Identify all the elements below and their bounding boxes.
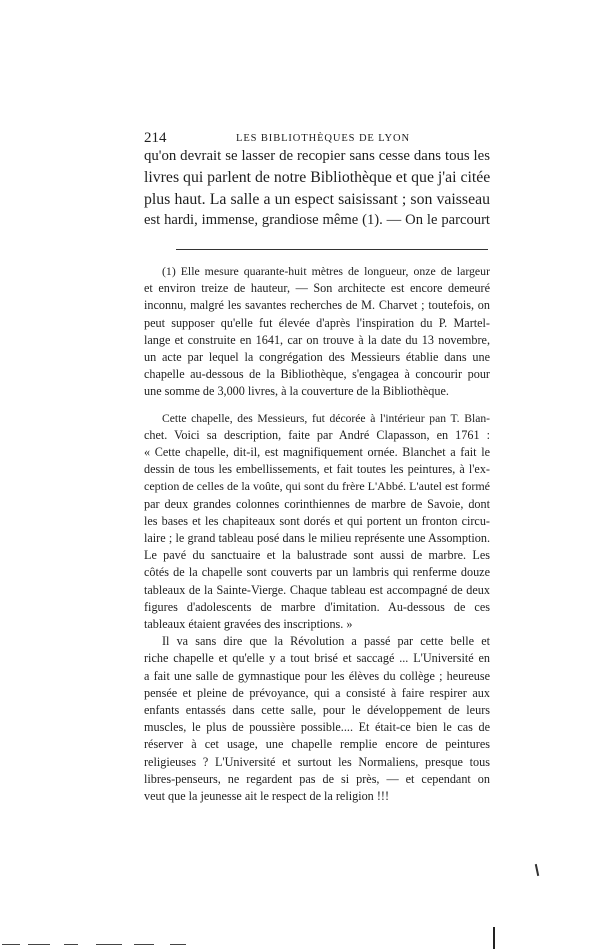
scan-speck bbox=[535, 864, 539, 876]
footnote-line: Cette chapelle, des Messieurs, fut décorée à l'intérieur pan T. Blan- bbox=[162, 411, 490, 425]
footnote-line: ception de celles de la voûte, qui sont du frère L'Abbé. L'autel est formé bbox=[144, 479, 490, 494]
body-line: plus haut. La salle a un espect saisissant ; son vaisseau bbox=[144, 190, 490, 208]
footnote-line: réserver à cet usage, une chapelle remplie encore de peintures bbox=[144, 737, 490, 752]
footnote-line: figures d'adolescents de marbre d'imitation. Au-dessous de ces bbox=[144, 599, 490, 614]
footnote-line: libres-penseurs, ne regardent pas de si près, — et cependant on bbox=[144, 771, 490, 786]
footnote-line: dessin de tous les embellissements, et fait toutes les peintures, à l'ex- bbox=[144, 462, 490, 477]
body-line: qu'on devrait se lasser de recopier sans cesse dans tous les bbox=[144, 148, 490, 164]
footnote-line: muscles, le plus de poussière possible.... Et était-ce bien le cas de bbox=[144, 720, 490, 735]
footnote-line: les bases et les chapiteaux sont dorés et qui portent un fronton circu- bbox=[144, 513, 490, 528]
body-line: est hardi, immense, grandiose même (1). — On le parcourt bbox=[144, 211, 490, 228]
footnote-line: veut que la jeunesse ait le respect de la religion !!! bbox=[144, 789, 389, 804]
footnote-line: et environ treize de hauteur, — Son architecte est encore demeuré bbox=[144, 281, 490, 296]
footnote-line: tableaux étaient gravées des inscriptions. » bbox=[144, 617, 353, 632]
scan-bottom-dashes bbox=[0, 944, 240, 946]
footnote-line: lange et construite en 1641, car on trouve à la date du 13 novembre, bbox=[144, 332, 490, 347]
footnote-line: (1) Elle mesure quarante-huit mètres de longueur, onze de largeur bbox=[162, 264, 490, 278]
footnote-line: a fait une salle de gymnastique pour les élèves du collège ; heureuse bbox=[144, 668, 490, 683]
footnote-line: par deux grandes colonnes corinthiennes de marbre de Savoie, dont bbox=[144, 496, 490, 511]
footnote-line: inconnu, malgré les savantes recherches de M. Charvet ; toutefois, on bbox=[144, 298, 490, 313]
running-title: LES BIBLIOTHÈQUES DE LYON bbox=[236, 133, 410, 144]
footnote-line: enfants entassés dans cette salle, pour le développement de leurs bbox=[144, 703, 490, 718]
footnote-line: tableaux de la Sainte-Vierge. Chaque tableau est accompagné de deux bbox=[144, 582, 490, 597]
footnote-line: chet. Voici sa description, faite par André Clapasson, en 1761 : bbox=[144, 427, 490, 442]
footnote-line: peut supposer qu'elle fut élevée d'après l'inspiration du P. Martel- bbox=[144, 315, 490, 330]
footnote-line: chapelle au-dessous de la Bibliothèque, s'engagea à concourir pour bbox=[144, 367, 490, 382]
footnote-line: « Cette chapelle, dit-il, est magnifiquement ornée. Blanchet a fait le bbox=[144, 445, 490, 460]
footnote-line: côtés de la chapelle sont couverts par un lambris qui renferme douze bbox=[144, 565, 490, 580]
body-text bbox=[144, 146, 490, 231]
body-line: livres qui parlent de notre Bibliothèque et que j'ai citée bbox=[144, 169, 491, 187]
footnote-line: un acte par lequel la congrégation des Messieurs établie dans une bbox=[144, 350, 490, 365]
footnote-line: laire ; le grand tableau posé dans le milieu représente une Assomption. bbox=[144, 531, 490, 546]
footnote-line: une somme de 3,000 livres, à la couverture de la Bibliothèque. bbox=[144, 384, 449, 399]
footnote-line: Il va sans dire que la Révolution a passé par cette belle et bbox=[162, 634, 490, 649]
footnote-separator bbox=[176, 249, 488, 250]
scan-edge-mark bbox=[493, 927, 495, 949]
footnote bbox=[144, 263, 490, 805]
footnote-line: religieuses ? L'Université et surtout les Normaliens, presque tous bbox=[144, 754, 490, 769]
footnote-line: pensée et pleine de prévoyance, qui a consisté à faire respirer aux bbox=[144, 685, 490, 700]
page-number: 214 bbox=[144, 130, 167, 146]
footnote-line: riche chapelle et qu'elle y a tout brisé et saccagé ... L'Université en bbox=[144, 651, 490, 666]
footnote-line: Le pavé du sanctuaire et la balustrade sont aussi de marbre. Les bbox=[144, 548, 490, 563]
